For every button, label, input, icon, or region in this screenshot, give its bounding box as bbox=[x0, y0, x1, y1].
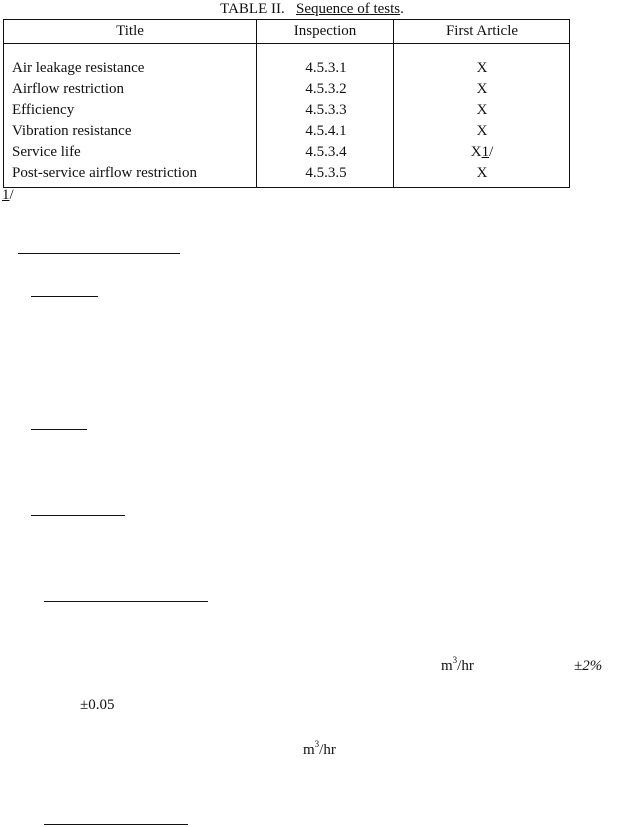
row-first-article: X bbox=[476, 123, 488, 139]
row-inspection: 4.5.3.2 bbox=[305, 81, 347, 97]
subheading-underline bbox=[44, 824, 188, 825]
footnote-ref: 1 bbox=[481, 144, 490, 160]
subheading-underline bbox=[31, 296, 98, 297]
row-inspection: 4.5.3.1 bbox=[305, 60, 347, 76]
row-first-article: X bbox=[476, 165, 488, 181]
header-inspection: Inspection bbox=[293, 23, 357, 39]
row-first-article: X bbox=[476, 60, 488, 76]
footnote-slash: / bbox=[489, 144, 494, 160]
row-first-article: X bbox=[476, 81, 488, 97]
tolerance-percent: ±2% bbox=[574, 658, 603, 674]
header-title: Title bbox=[116, 23, 144, 39]
row-title: Airflow restriction bbox=[12, 81, 125, 97]
table-caption bbox=[0, 0, 624, 19]
tolerance-absolute: ±0.05 bbox=[80, 697, 115, 713]
row-first-article bbox=[394, 142, 570, 163]
row-title: Air leakage resistance bbox=[12, 60, 145, 76]
row-inspection: 4.5.4.1 bbox=[305, 123, 347, 139]
row-inspection: 4.5.3.5 bbox=[305, 165, 347, 181]
subheading-underline bbox=[31, 429, 87, 430]
row-title: Efficiency bbox=[12, 102, 75, 118]
section-heading-underline bbox=[18, 253, 180, 254]
subheading-underline bbox=[31, 515, 125, 516]
table-header-divider bbox=[4, 43, 569, 44]
sequence-of-tests-table bbox=[3, 19, 570, 188]
table-caption-period: . bbox=[400, 1, 404, 17]
subheading-underline bbox=[44, 601, 208, 602]
row-title: Service life bbox=[12, 144, 81, 160]
row-inspection: 4.5.3.4 bbox=[305, 144, 347, 160]
first-article-x: X bbox=[470, 144, 482, 160]
row-title: Vibration resistance bbox=[12, 123, 132, 139]
table-caption-prefix: TABLE II. bbox=[220, 1, 285, 17]
flow-unit: $m^3/hr$ bbox=[441, 655, 474, 674]
row-first-article: X bbox=[476, 102, 488, 118]
row-title: Post-service airflow restriction bbox=[12, 165, 197, 181]
row-inspection: 4.5.3.3 bbox=[305, 102, 347, 118]
header-first-article: First Article bbox=[445, 23, 519, 39]
flow-unit: $m^3/hr$ bbox=[303, 739, 336, 758]
table-caption-title: Sequence of tests bbox=[295, 1, 401, 17]
footnote-mark: 1/ bbox=[2, 187, 14, 203]
